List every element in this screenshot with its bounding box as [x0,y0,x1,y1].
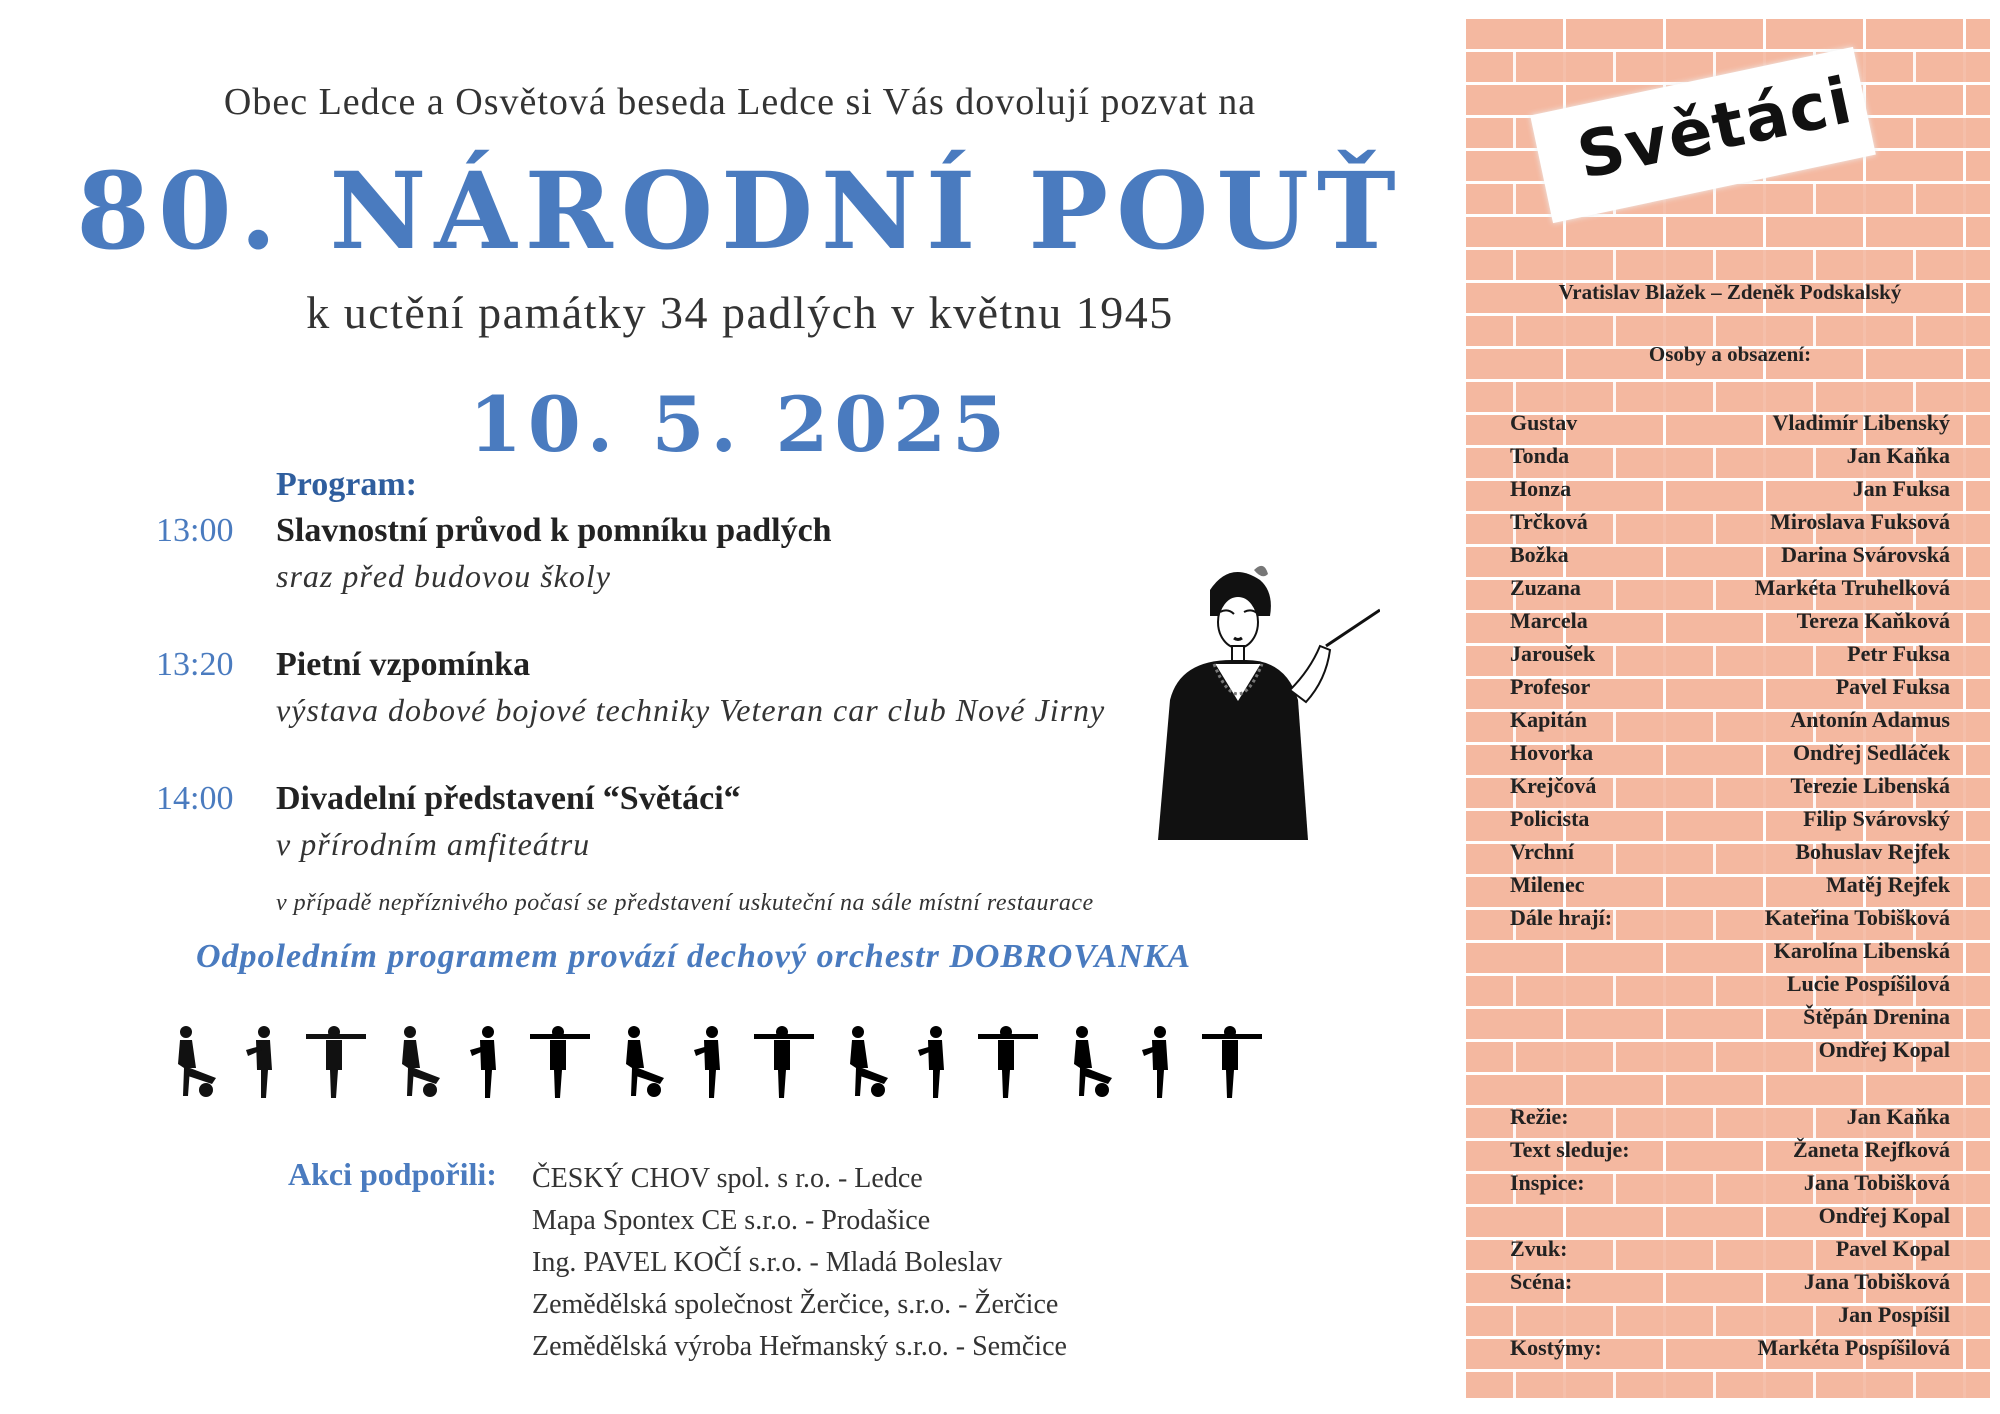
cast-role: Božka [1510,542,1569,567]
cast-role: Marcela [1510,608,1588,633]
program-time: 14:00 [156,780,234,817]
weather-note: v případě nepříznivého počasí se představení uskuteční na sále místní restaurace [276,890,1094,916]
cast-actor: Tereza Kaňková [1796,608,1950,633]
cast-actor: Lucie Pospíšilová [1786,971,1950,996]
cast-actor: Jan Fuksa [1852,476,1950,501]
orchestra-note: Odpoledním programem provází dechový orchestr DOBROVANKA [196,938,1192,975]
worker-silhouettes-illustration [176,1024,1296,1104]
program-time: 13:00 [156,512,234,549]
program-subtitle: výstava dobové bojové techniky Veteran car club Nové Jirny [276,692,1106,728]
cast-role: Kostýmy: [1510,1335,1602,1360]
sponsor: Ing. PAVEL KOČÍ s.r.o. - Mladá Boleslav [532,1247,1003,1278]
cast-actor: Pavel Kopal [1835,1236,1950,1261]
cast-actor: Kateřina Tobišková [1764,905,1950,930]
cast-actor: Terezie Libenská [1790,773,1950,798]
cast-role: Režie: [1510,1104,1569,1129]
cast-actor: Jan Kaňka [1846,1104,1950,1129]
flapper-lady-illustration [1150,550,1380,860]
program-time: 13:20 [156,646,234,683]
cast-role: Zuzana [1510,575,1581,600]
cast-role: Milenec [1510,872,1585,897]
cast-actor: Matěj Rejfek [1826,872,1950,897]
roles-label: Osoby a obsazení: [1648,342,1812,366]
cast-role: Inspice: [1510,1170,1585,1195]
program-title: Slavnostní průvod k pomníku padlých [276,512,832,549]
sponsors-label: Akci podpořili: [288,1156,497,1192]
cast-role: Krejčová [1510,773,1597,798]
cast-actor: Jan Kaňka [1846,443,1950,468]
cast-actor: Ondřej Kopal [1818,1037,1950,1062]
cast-actor: Ondřej Kopal [1818,1203,1950,1228]
invite-line: Obec Ledce a Osvětová beseda Ledce si Vás dovolují pozvat na [223,81,1257,123]
program-subtitle: v přírodním amfiteátru [276,826,591,862]
cast-actor: Jan Pospíšil [1838,1302,1950,1327]
sponsor: Mapa Spontex CE s.r.o. - Prodašice [532,1205,931,1236]
sponsor: Zemědělská společnost Žerčice, s.r.o. - Žerčice [532,1289,1059,1320]
cast-role: Profesor [1510,674,1591,699]
cast-role: Kapitán [1510,707,1588,732]
cast-role: Hovorka [1510,740,1594,765]
sponsor: ČESKÝ CHOV spol. s r.o. - Ledce [532,1163,923,1194]
cast-role: Jaroušek [1510,641,1596,666]
cast-actor: Markéta Pospíšilová [1757,1335,1950,1360]
program-title: Pietní vzpomínka [276,646,531,683]
cast-role: Tonda [1510,443,1570,468]
program-title: Divadelní představení “Světáci“ [276,780,741,817]
event-date: 10. 5. 2025 [468,380,1011,469]
cast-actor: Petr Fuksa [1847,641,1950,666]
cast-actor: Vladimír Libenský [1772,410,1950,435]
cast-actor: Štěpán Drenina [1803,1004,1950,1029]
cast-actor: Ondřej Sedláček [1792,740,1950,765]
cast-role: Scéna: [1510,1269,1573,1294]
cast-actor: Bohuslav Rejfek [1795,839,1950,864]
play-title: Světáci [1571,63,1860,195]
subtitle: k uctění památky 34 padlých v květnu 1945 [306,287,1174,338]
program-subtitle: sraz před budovou školy [276,558,611,594]
main-title: 80. NÁRODNÍ POUŤ [76,148,1404,273]
cast-actor: Jana Tobišková [1803,1170,1950,1195]
cast-role: Vrchní [1510,839,1574,864]
cast-actor: Markéta Truhelková [1754,575,1950,600]
cast-role: Honza [1510,476,1572,501]
sponsor: Zemědělská výroba Heřmanský s.r.o. - Semčice [532,1331,1067,1362]
cast-role: Trčková [1510,509,1588,534]
sponsors-list [532,1158,1067,1368]
cast-actor: Filip Svárovský [1803,806,1950,831]
cast-role: Dále hrají: [1510,905,1613,930]
cast-role: Gustav [1510,410,1578,435]
cast-actor: Jana Tobišková [1803,1269,1950,1294]
cast-actor: Žaneta Rejfková [1792,1137,1950,1162]
cast-actor: Pavel Fuksa [1835,674,1950,699]
cast-actor: Miroslava Fuksová [1770,509,1950,534]
program-label: Program: [276,466,417,503]
cast-actor: Karolína Libenská [1773,938,1950,963]
cast-actor: Antonín Adamus [1790,707,1950,732]
cast-role: Policista [1510,806,1590,831]
cast-role: Zvuk: [1510,1236,1568,1261]
play-authors: Vratislav Blažek – Zdeněk Podskalský [1558,280,1902,304]
cast-role: Text sleduje: [1510,1137,1630,1162]
cast-actor: Darina Svárovská [1781,542,1950,567]
